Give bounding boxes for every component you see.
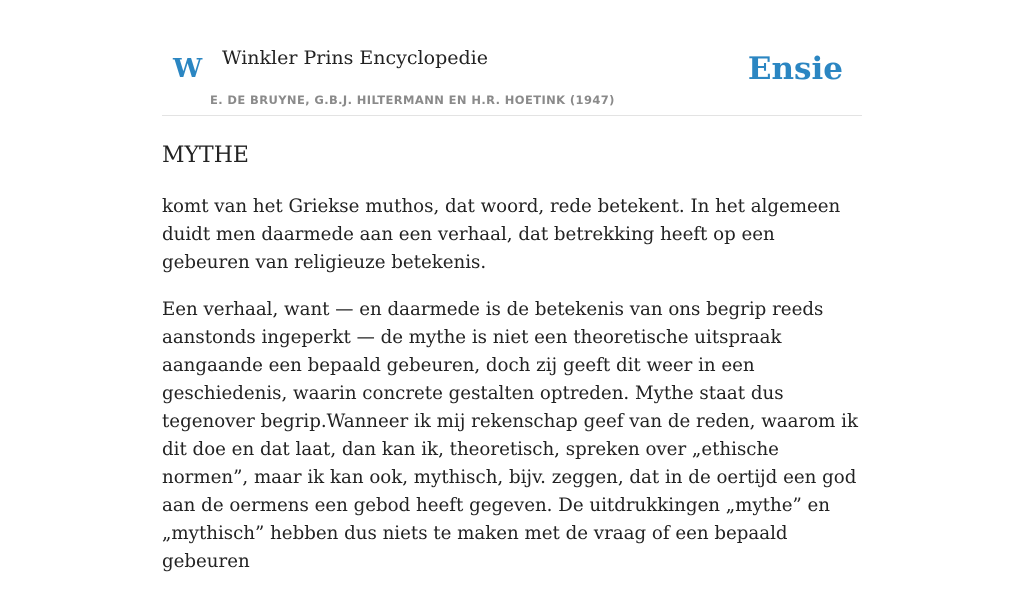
ensie-brand-logo[interactable]: Ensie [747, 51, 843, 87]
content-container [162, 0, 862, 595]
article-title: MYTHE [162, 143, 249, 168]
article-body [162, 193, 862, 576]
site-header [162, 0, 862, 116]
article-paragraph: komt van het Griekse muthos, dat woord, rede betekent. In het algemeen duidt men daarmede aan een verhaal, dat betrekking heeft op een gebeuren van religieuze betekenis. [162, 196, 841, 273]
source-title[interactable]: Winkler Prins Encyclopedie [222, 47, 488, 69]
winkler-prins-logo[interactable]: W [173, 54, 203, 84]
article-paragraph: Een verhaal, want — en daarmede is de betekenis van ons begrip reeds aanstonds ingeperkt — de mythe is niet een theoretische uitspraak aangaande een bepaald gebeuren, doch zij geeft dit weer in een geschiedenis, waarin concrete gestalten optreden. Mythe staat dus tegenover begrip.Wanneer ik mij rekenschap geef van de reden, waarom ik dit doe en dat laat, dan kan ik, theoretisch, spreken over „ethische normen”, maar ik kan ook, mythisch, bijv. zeggen, dat in de oertijd een god aan de oermens een gebod heeft gegeven. De uitdrukkingen „mythe” en „mythisch” hebben dus niets te maken met de vraag of een bepaald gebeuren [162, 299, 858, 572]
source-authors: E. DE BRUYNE, G.B.J. HILTERMANN EN H.R. HOETINK (1947) [210, 93, 615, 107]
